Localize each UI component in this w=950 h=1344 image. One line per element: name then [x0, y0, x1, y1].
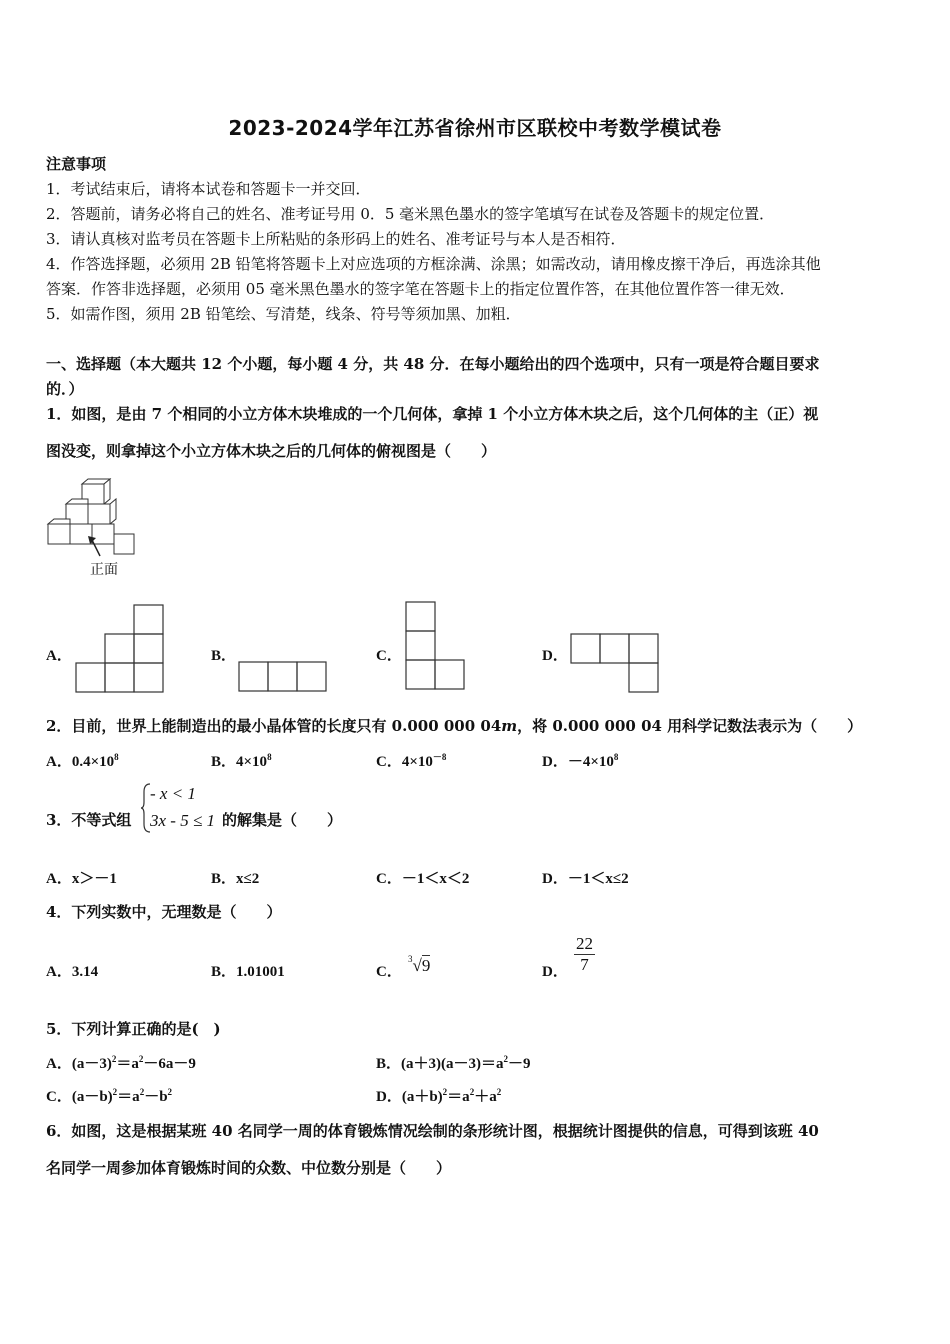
q1-figure-label: 正面 — [90, 562, 118, 578]
q4-option-d-fraction: $\frac{22}{7}$ — [576, 934, 593, 974]
q3-inequality-2: 3x - 5 ≤ 1 — [150, 811, 216, 830]
q1-option-b-figure — [237, 660, 331, 694]
q1-cube-figure — [44, 478, 136, 584]
q1-stem-line2: 图没变，则拿掉这个小立方体木块之后的几何体的俯视图是（ ） — [46, 442, 497, 460]
q3-inequality-1: - x < 1 — [150, 784, 196, 803]
q5-stem: 5．下列计算正确的是( ) — [46, 1020, 221, 1038]
q5-option-d: D．$(a+b)^2=a^2+a^2$ — [376, 1087, 502, 1105]
q5-option-b: B．$(a+3)(a-3)=a^2-9$ — [376, 1054, 531, 1072]
q6-stem-line2: 名同学一周参加体育锻炼时间的众数、中位数分别是（ ） — [46, 1159, 452, 1177]
q2-option-a: A．$0.4\times 10^8$ — [46, 752, 119, 770]
notes-item-4: 4．作答选择题，必须用 2B 铅笔将答题卡上对应选项的方框涂满、涂黑；如需改动，请用橡皮擦干净后，再选涂其他 — [46, 255, 821, 273]
q4-option-b: B．1.01001 — [211, 964, 285, 980]
q2-option-b: B．$4\times 10^8$ — [211, 752, 272, 770]
q1-option-d-label: D． — [542, 648, 568, 664]
q3-stem-start: 3．不等式组 — [46, 811, 132, 829]
q5-option-a: A．$(a-3)^2=a^2-6a-9$ — [46, 1054, 196, 1072]
q1-option-a-figure — [73, 604, 167, 694]
q3-option-d: D．－1＜x≤2 — [542, 871, 629, 887]
q6-stem-line1: 6．如图，这是根据某班 40 名同学一周的体育锻炼情况绘制的条形统计图，根据统计图提供的信息，可得到该班 40 — [46, 1122, 819, 1140]
notes-heading: 注意事项 — [46, 155, 107, 173]
q1-option-a-label: A． — [46, 648, 72, 664]
q4-option-a: A．3.14 — [46, 964, 99, 980]
q3-option-c: C．－1＜x＜2 — [376, 871, 470, 887]
q1-option-d-figure — [569, 632, 663, 694]
page-title: 2023-2024学年江苏省徐州市区联校中考数学模试卷 — [228, 116, 722, 140]
q4-stem: 4．下列实数中，无理数是（ ） — [46, 903, 282, 921]
q3-stem-end: 的解集是（ ） — [222, 811, 343, 829]
q4-option-c-label: C． — [376, 964, 402, 980]
q1-stem-line1: 1．如图，是由 7 个相同的小立方体木块堆成的一个几何体，拿掉 1 个小立方体木块之后，这个几何体的主（正）视 — [46, 405, 819, 423]
q1-option-c-label: C． — [376, 648, 402, 664]
q2-option-d: D．$-4\times 10^8$ — [542, 752, 619, 770]
section-heading-cont: 的．） — [46, 380, 84, 398]
q3-option-b: B．x≤2 — [211, 871, 260, 887]
section-heading: 一、选择题（本大题共 12 个小题，每小题 4 分，共 48 分．在每小题给出的四个选项中，只有一项是符合题目要求 — [46, 355, 820, 373]
q3-option-a: A．x＞－1 — [46, 871, 117, 887]
notes-item-4-cont: 答案．作答非选择题，必须用 05 毫米黑色墨水的签字笔在答题卡上的指定位置作答，在其他位置作答一律无效． — [46, 280, 795, 298]
notes-item-1: 1．考试结束后，请将本试卷和答题卡一并交回． — [46, 180, 371, 198]
q5-option-c: C．$(a-b)^2=a^2-b^2$ — [46, 1087, 173, 1105]
q1-option-b-label: B． — [211, 648, 237, 664]
notes-item-2: 2．答题前，请务必将自己的姓名、准考证号用 0．5 毫米黑色墨水的签字笔填写在试卷及答题卡的规定位置． — [46, 205, 775, 223]
notes-item-3: 3．请认真核对监考员在答题卡上所粘贴的条形码上的姓名、准考证号与本人是否相符． — [46, 230, 626, 248]
q1-option-c-figure — [404, 600, 468, 694]
q4-option-d-label: D． — [542, 964, 568, 980]
q2-stem: 2．目前，世界上能制造出的最小晶体管的长度只有 0.000 000 04m，将 0.000 000 04 用科学记数法表示为（ ） — [46, 717, 863, 735]
q2-option-c: C．$4\times 10^{-8}$ — [376, 752, 447, 770]
notes-item-5: 5．如需作图，须用 2B 铅笔绘、写清楚，线条、符号等须加黑、加粗． — [46, 305, 521, 323]
q4-option-c-radical: $^3$√9 — [408, 954, 431, 975]
